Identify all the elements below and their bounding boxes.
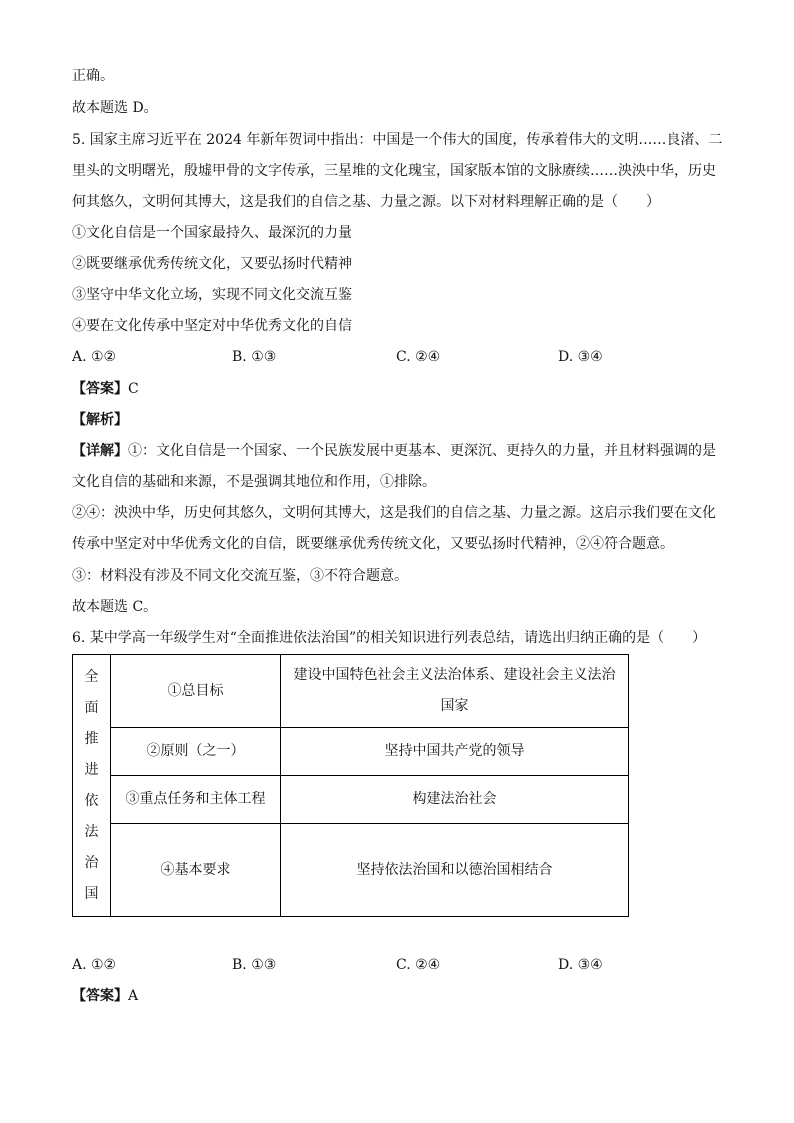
q6-answer-label: 【答案】: [72, 988, 128, 1004]
q6-option-b: B. ①③: [232, 957, 277, 973]
q5-detail-line-5: ③：材料没有涉及不同文化交流互鉴，③不符合题意。: [72, 568, 408, 584]
q6-row-4-label: ④基本要求: [111, 824, 281, 917]
q5-statement-2: ②既要继承优秀传统文化，又要弘扬时代精神: [72, 256, 352, 272]
q6-option-d: D. ③④: [558, 957, 603, 973]
q5-detail-line-2: 文化自信的基础和来源，不是强调其地位和作用，①排除。: [72, 474, 436, 490]
q5-stem-line-1: 5. 国家主席习近平在 2024 年新年贺词中指出：中国是一个伟大的国度，传承着伟大的文明……良渚、二: [72, 132, 723, 148]
table-row: [73, 824, 629, 917]
q6-row-3-content: 构建法治社会: [281, 776, 629, 824]
q5-answer: [72, 379, 722, 399]
q6-option-a: A. ①②: [72, 957, 117, 973]
q5-conclusion: 故本题选 C。: [72, 599, 158, 615]
q5-answer-label: 【答案】: [72, 381, 128, 397]
q5-detail-label: 【详解】: [72, 443, 128, 459]
q6-side-heading: 全 面 推 进 依 法 治 国: [73, 655, 111, 917]
q5-stem-line-3: 何其悠久，文明何其博大，这是我们的自信之基、力量之源。以下对材料理解正确的是（ ）: [72, 194, 660, 210]
q5-detail-line-3: ②④：泱泱中华，历史何其悠久，文明何其博大，这是我们的自信之基、力量之源。这启示我们要在文化: [72, 505, 716, 521]
q6-row-2-label: ②原则（之一）: [111, 728, 281, 776]
q5-analysis-label: 【解析】: [72, 412, 128, 428]
q6-row-1-label: ①总目标: [111, 655, 281, 728]
q6-stem: 6. 某中学高一年级学生对“全面推进依法治国”的相关知识进行列表总结，请选出归纳正确的是（ ）: [72, 630, 707, 646]
q6-summary-table: [72, 654, 629, 917]
q6-answer-value: A: [128, 988, 139, 1004]
q5-option-d: D. ③④: [558, 349, 603, 365]
q5-detail-line-1: 【详解】①：文化自信是一个国家、一个民族发展中更基本、更深沉、更持久的力量，并且材料强调的是: [72, 443, 716, 459]
q6-row-4-content: 坚持依法治国和以德治国相结合: [281, 824, 629, 917]
q5-options: [72, 347, 722, 367]
q6-option-c: C. ②④: [396, 957, 441, 973]
q5-option-a: A. ①②: [72, 349, 117, 365]
prev-conclusion: 故本题选 D。: [72, 100, 158, 116]
table-row: [73, 728, 629, 776]
q6-row-2-content: 坚持中国共产党的领导: [281, 728, 629, 776]
q6-options: [72, 955, 722, 975]
q5-option-b: B. ①③: [232, 349, 277, 365]
table-row: [73, 776, 629, 824]
q5-statement-3: ③坚守中华文化立场，实现不同文化交流互鉴: [72, 287, 352, 303]
table-row: [73, 655, 629, 728]
q6-row-1-content: 建设中国特色社会主义法治体系、建设社会主义法治 国家: [281, 655, 629, 728]
q5-stem-line-2: 里头的文明曙光，殷墟甲骨的文字传承，三星堆的文化瑰宝，国家版本馆的文脉赓续……泱泱中华，历史: [72, 163, 716, 179]
q5-answer-value: C: [128, 381, 139, 397]
prev-line-end: 正确。: [72, 68, 114, 84]
q5-detail-line-4: 传承中坚定对中华优秀文化的自信，既要继承优秀传统文化，又要弘扬时代精神，②④符合题意。: [72, 536, 674, 552]
q5-option-c: C. ②④: [396, 349, 441, 365]
q6-answer: [72, 986, 722, 1006]
q5-statement-1: ①文化自信是一个国家最持久、最深沉的力量: [72, 225, 352, 241]
q5-statement-4: ④要在文化传承中坚定对中华优秀文化的自信: [72, 318, 352, 334]
q6-row-3-label: ③重点任务和主体工程: [111, 776, 281, 824]
